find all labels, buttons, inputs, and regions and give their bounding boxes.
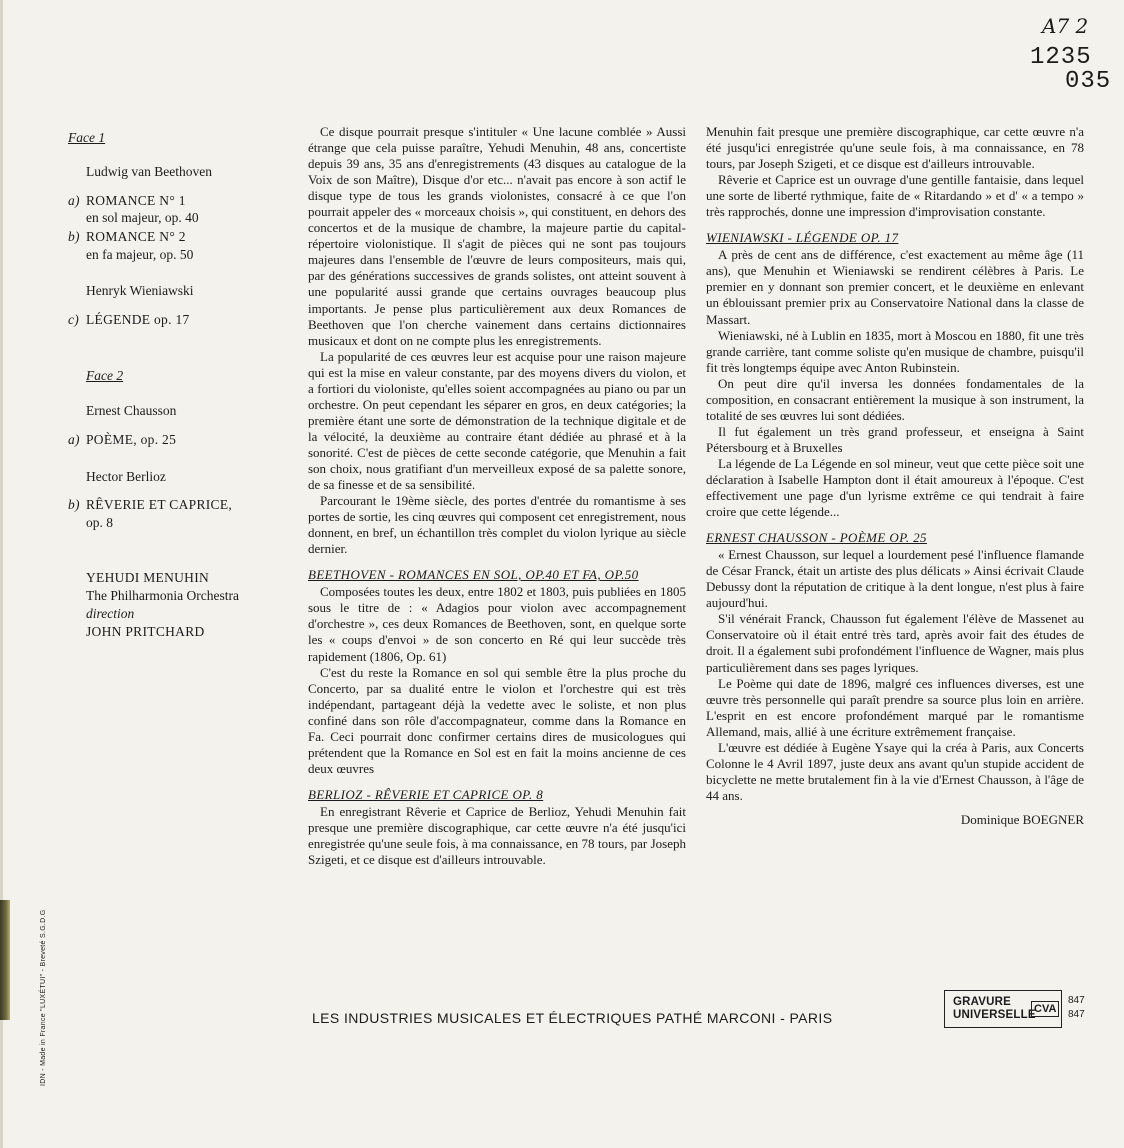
handwritten-note: A7 2	[1042, 14, 1089, 38]
wieniawski-paragraph-5: La légende de La Légende en sol mineur, veut que cette pièce soit une déclaration à Isabelle Hampton dont il était amoureux à l'époque. C'est effectivement une page d'un lyrisme extrême ce qui tendrait à faire croire que cette légende...	[706, 455, 1084, 520]
logo-line-1: GRAVURE	[953, 996, 1012, 1008]
track-romance-2-key: en fa majeur, op. 50	[86, 247, 194, 262]
chausson-paragraph-2: S'il vénérait Franck, Chausson fut également l'élève de Massenet au Conservatoire où il était entré très tard, après avoir fait des études de droit. Il a également subi profondément l'influence de Wagner, mais plus particulièrement dans ses pages lyriques.	[706, 611, 1084, 675]
wieniawski-paragraph-4: Il fut également un très grand professeur, et enseigna à Saint Pétersbourg et à Bruxelles	[706, 423, 1084, 455]
cva-badge: CVA	[1031, 1001, 1059, 1017]
track-marker: c)	[68, 312, 80, 327]
intro-paragraph-1: Ce disque pourrait presque s'intituler « Une lacune comblée » Aussi étrange que cela puisse paraître, Yehudi Menuhin, 48 ans, concertiste depuis 39 ans, 35 ans d'enregistrements (43 disques au catalogue de la Voix de son Maître), Disque d'or etc... n'avait pas encore à son actif le disque type de tous les grands violonistes, consacré à ce que l'on pourrait appeler des « morceaux choisis », qui constituent, en dehors des concertos et de la musique de chambre, la majeure partie du capital-répertoire violonistique. Il s'agit de pièces qui ne sont pas toujours majeures dans l'ensemble de l'œuvre de leurs compositeurs, mais qui, par des générations successives de grands solistes, ont atteint souvent à une popularité aussi grande que certains ouvrages beaucoup plus importants. Je pense plus particulièrement aux deux Romances de Beethoven que l'on cherche vainement dans certains dictionnaires musicaux et dont on ne compte plus les enregistrements.	[308, 124, 686, 348]
track-legende	[68, 312, 190, 328]
track-romance-1	[68, 193, 186, 209]
beethoven-heading: BEETHOVEN - ROMANCES EN SOL, OP.40 ET FA, OP.50	[308, 567, 639, 583]
logo-number-1: 847	[1068, 995, 1085, 1006]
wieniawski-paragraph-3: On peut dire qu'il inversa les données fondamentales de la composition, en consacrant entièrement la musique à son instrument, la totalité de ses œuvres lui sont dédiées.	[706, 375, 1084, 423]
berlioz-heading: BERLIOZ - RÊVERIE ET CAPRICE OP. 8	[308, 786, 544, 802]
logo-number-2: 847	[1068, 1009, 1085, 1020]
track-romance-1-key: en sol majeur, op. 40	[86, 210, 199, 225]
berlioz-paragraph-2: Rêverie et Caprice est un ouvrage d'une gentille fantaisie, dans lequel une sorte de liberté rythmique, faite de « Ritardando » et d' « a tempo » très rapprochés, donne une impression d'improvisation constante.	[706, 172, 1084, 220]
composer-wieniawski: Henryk Wieniawski	[86, 283, 194, 298]
logo-text	[945, 996, 1036, 1022]
track-title: ROMANCE N° 1	[86, 193, 186, 208]
manufacturer-side-text: IDN - Made in France "LUXÉTUI" - Breveté S.G.D.G	[40, 909, 47, 1086]
direction-label: direction	[86, 606, 135, 621]
performer-name: YEHUDI MENUHIN	[86, 570, 210, 585]
composer-beethoven: Ludwig van Beethoven	[86, 164, 212, 179]
track-title: RÊVERIE ET CAPRICE,	[86, 497, 233, 512]
track-marker: b)	[68, 497, 80, 512]
beethoven-paragraph-1: Composées toutes les deux, entre 1802 et 1803, puis publiées en 1805 sous le titre de : « Adagios pour violon avec accompagnement d'orchestre », ces deux Romances de Beethoven, sont, en quelque sorte les « coups d'envoi » de son concerto en Ré qui leur succède très rapidement (1806, Op. 61)	[308, 584, 686, 664]
chausson-paragraph-3: Le Poème qui date de 1896, malgré ces influences diverses, est une œuvre très personnelle qui paraît prendre sa source plus loin en arrière. L'esprit en est encore profondément marqué par le romantisme Allemand, mais, allié à une écriture extrêmement française.	[706, 675, 1084, 739]
berlioz-paragraph-1-continued: Menuhin fait presque une première discographique, car cette œuvre n'a été jusqu'ici enregistrée qu'une seule fois, à ma connaissance, en 78 tours, par Joseph Szigeti, et ce disque est d'ailleurs introuvable.	[706, 124, 1084, 172]
track-reverie	[68, 497, 232, 513]
face-2-label: Face 2	[86, 368, 124, 383]
track-title: POÈME, op. 25	[86, 432, 177, 447]
liner-notes-column-2	[706, 124, 1084, 828]
gravure-universelle-logo	[944, 990, 1062, 1028]
berlioz-paragraph-1: En enregistrant Rêverie et Caprice de Berlioz, Yehudi Menuhin fait presque une première discographique, car cette œuvre n'a été jusqu'ici enregistrée qu'une seule fois, à ma connaissance, en 78 tours, par Joseph Szigeti, et ce disque est d'ailleurs introuvable.	[308, 803, 686, 868]
composer-berlioz: Hector Berlioz	[86, 469, 166, 484]
face-1-label: Face 1	[68, 130, 106, 145]
track-reverie-op: op. 8	[86, 515, 113, 530]
wieniawski-paragraph-1: A près de cent ans de différence, c'est exactement au même âge (11 ans), que Menuhin et Wieniawski se rendirent célèbres à Paris. Le premier en y donnant son premier concert, et le deuxième en enlevant un éblouissant premier prix au Conservatoire National dans la classe de Massart.	[706, 247, 1084, 327]
stamp-number-1: 1235	[1030, 44, 1092, 71]
chausson-paragraph-4: L'œuvre est dédiée à Eugène Ysaye qui la créa à Paris, aux Concerts Colonne le 4 Avril 1897, juste deux ans avant qu'un stupide accident de bicyclette ne mette brutalement fin à la vie d'Ernest Chausson, à l'âge de 44 ans.	[706, 739, 1084, 803]
beethoven-paragraph-2: C'est du reste la Romance en sol qui semble être la plus proche du Concerto, par sa dualité entre le violon et l'orchestre qui est très indépendant, partageant déjà la vedette avec le soliste, et non plus confiné dans son rôle d'accompagnateur, comme dans la Romance en Fa. Ceci pourrait donc confirmer certains dires de musicologues qui prétendent que la Romance en Sol est en fait la moins ancienne de ces deux œuvres	[308, 664, 686, 776]
liner-notes-column-1	[308, 124, 686, 868]
track-title: LÉGENDE op. 17	[86, 312, 190, 327]
chausson-heading: ERNEST CHAUSSON - POÈME OP. 25	[706, 530, 927, 546]
track-marker: a)	[68, 432, 80, 447]
wieniawski-heading: WIENIAWSKI - LÉGENDE OP. 17	[706, 230, 899, 246]
publisher-footer: LES INDUSTRIES MUSICALES ET ÉLECTRIQUES PATHÉ MARCONI - PARIS	[312, 1010, 833, 1026]
intro-paragraph-3: Parcourant le 19ème siècle, des portes d'entrée du romantisme à ses portes de sortie, les cinq œuvres qui composent cet enregistrement, nous donnent, en bref, un échantillon très complet du violon lyrique au siècle dernier.	[308, 493, 686, 557]
stamp-number-2: 035	[1065, 68, 1112, 95]
sleeve-edge-strip	[0, 900, 10, 1020]
chausson-paragraph-1: « Ernest Chausson, sur lequel a lourdement pesé l'influence flamande de César Franck, était un artiste des plus délicats » Ainsi écrivait Claude Debussy dont la réputation de critique à la dent longue, n'est plus à faire aujourd'hui.	[706, 547, 1084, 611]
orchestra-name: The Philharmonia Orchestra	[86, 588, 239, 603]
author-signature: Dominique BOEGNER	[960, 811, 1084, 827]
track-romance-2	[68, 229, 186, 245]
logo-line-2: UNIVERSELLE	[953, 1009, 1036, 1021]
intro-paragraph-2: La popularité de ces œuvres leur est acquise pour une raison majeure qui est la mise en valeur constante, par des moyens divers du violon, et a fortiori du violoniste, qu'elles soient accompagnées au piano ou par un orchestre. On peut cependant les séparer en gros, en deux catégories; la première étant une sorte de démonstration de la technique digitale et de la vélocité, la deuxième au contraire étant dédiée au phrasé et à la sonorité. C'est de pièces de cette seconde catégorie, que Menuhin a fait son choix, nous gratifiant d'un merveilleux exposé de sa palette sonore, de sa finesse et de sa sensibilité.	[308, 348, 686, 493]
track-marker: a)	[68, 193, 80, 208]
wieniawski-paragraph-2: Wieniawski, né à Lublin en 1835, mort à Moscou en 1880, fit une très grande carrière, tant comme soliste qu'en musique de chambre, puisqu'il fit très longtemps équipe avec Anton Rubinstein.	[706, 327, 1084, 375]
track-title: ROMANCE N° 2	[86, 229, 186, 244]
logo-numbers	[1068, 994, 1085, 1022]
track-poeme	[68, 432, 176, 448]
composer-chausson: Ernest Chausson	[86, 403, 177, 418]
conductor-name: JOHN PRITCHARD	[86, 624, 205, 639]
track-marker: b)	[68, 229, 80, 244]
